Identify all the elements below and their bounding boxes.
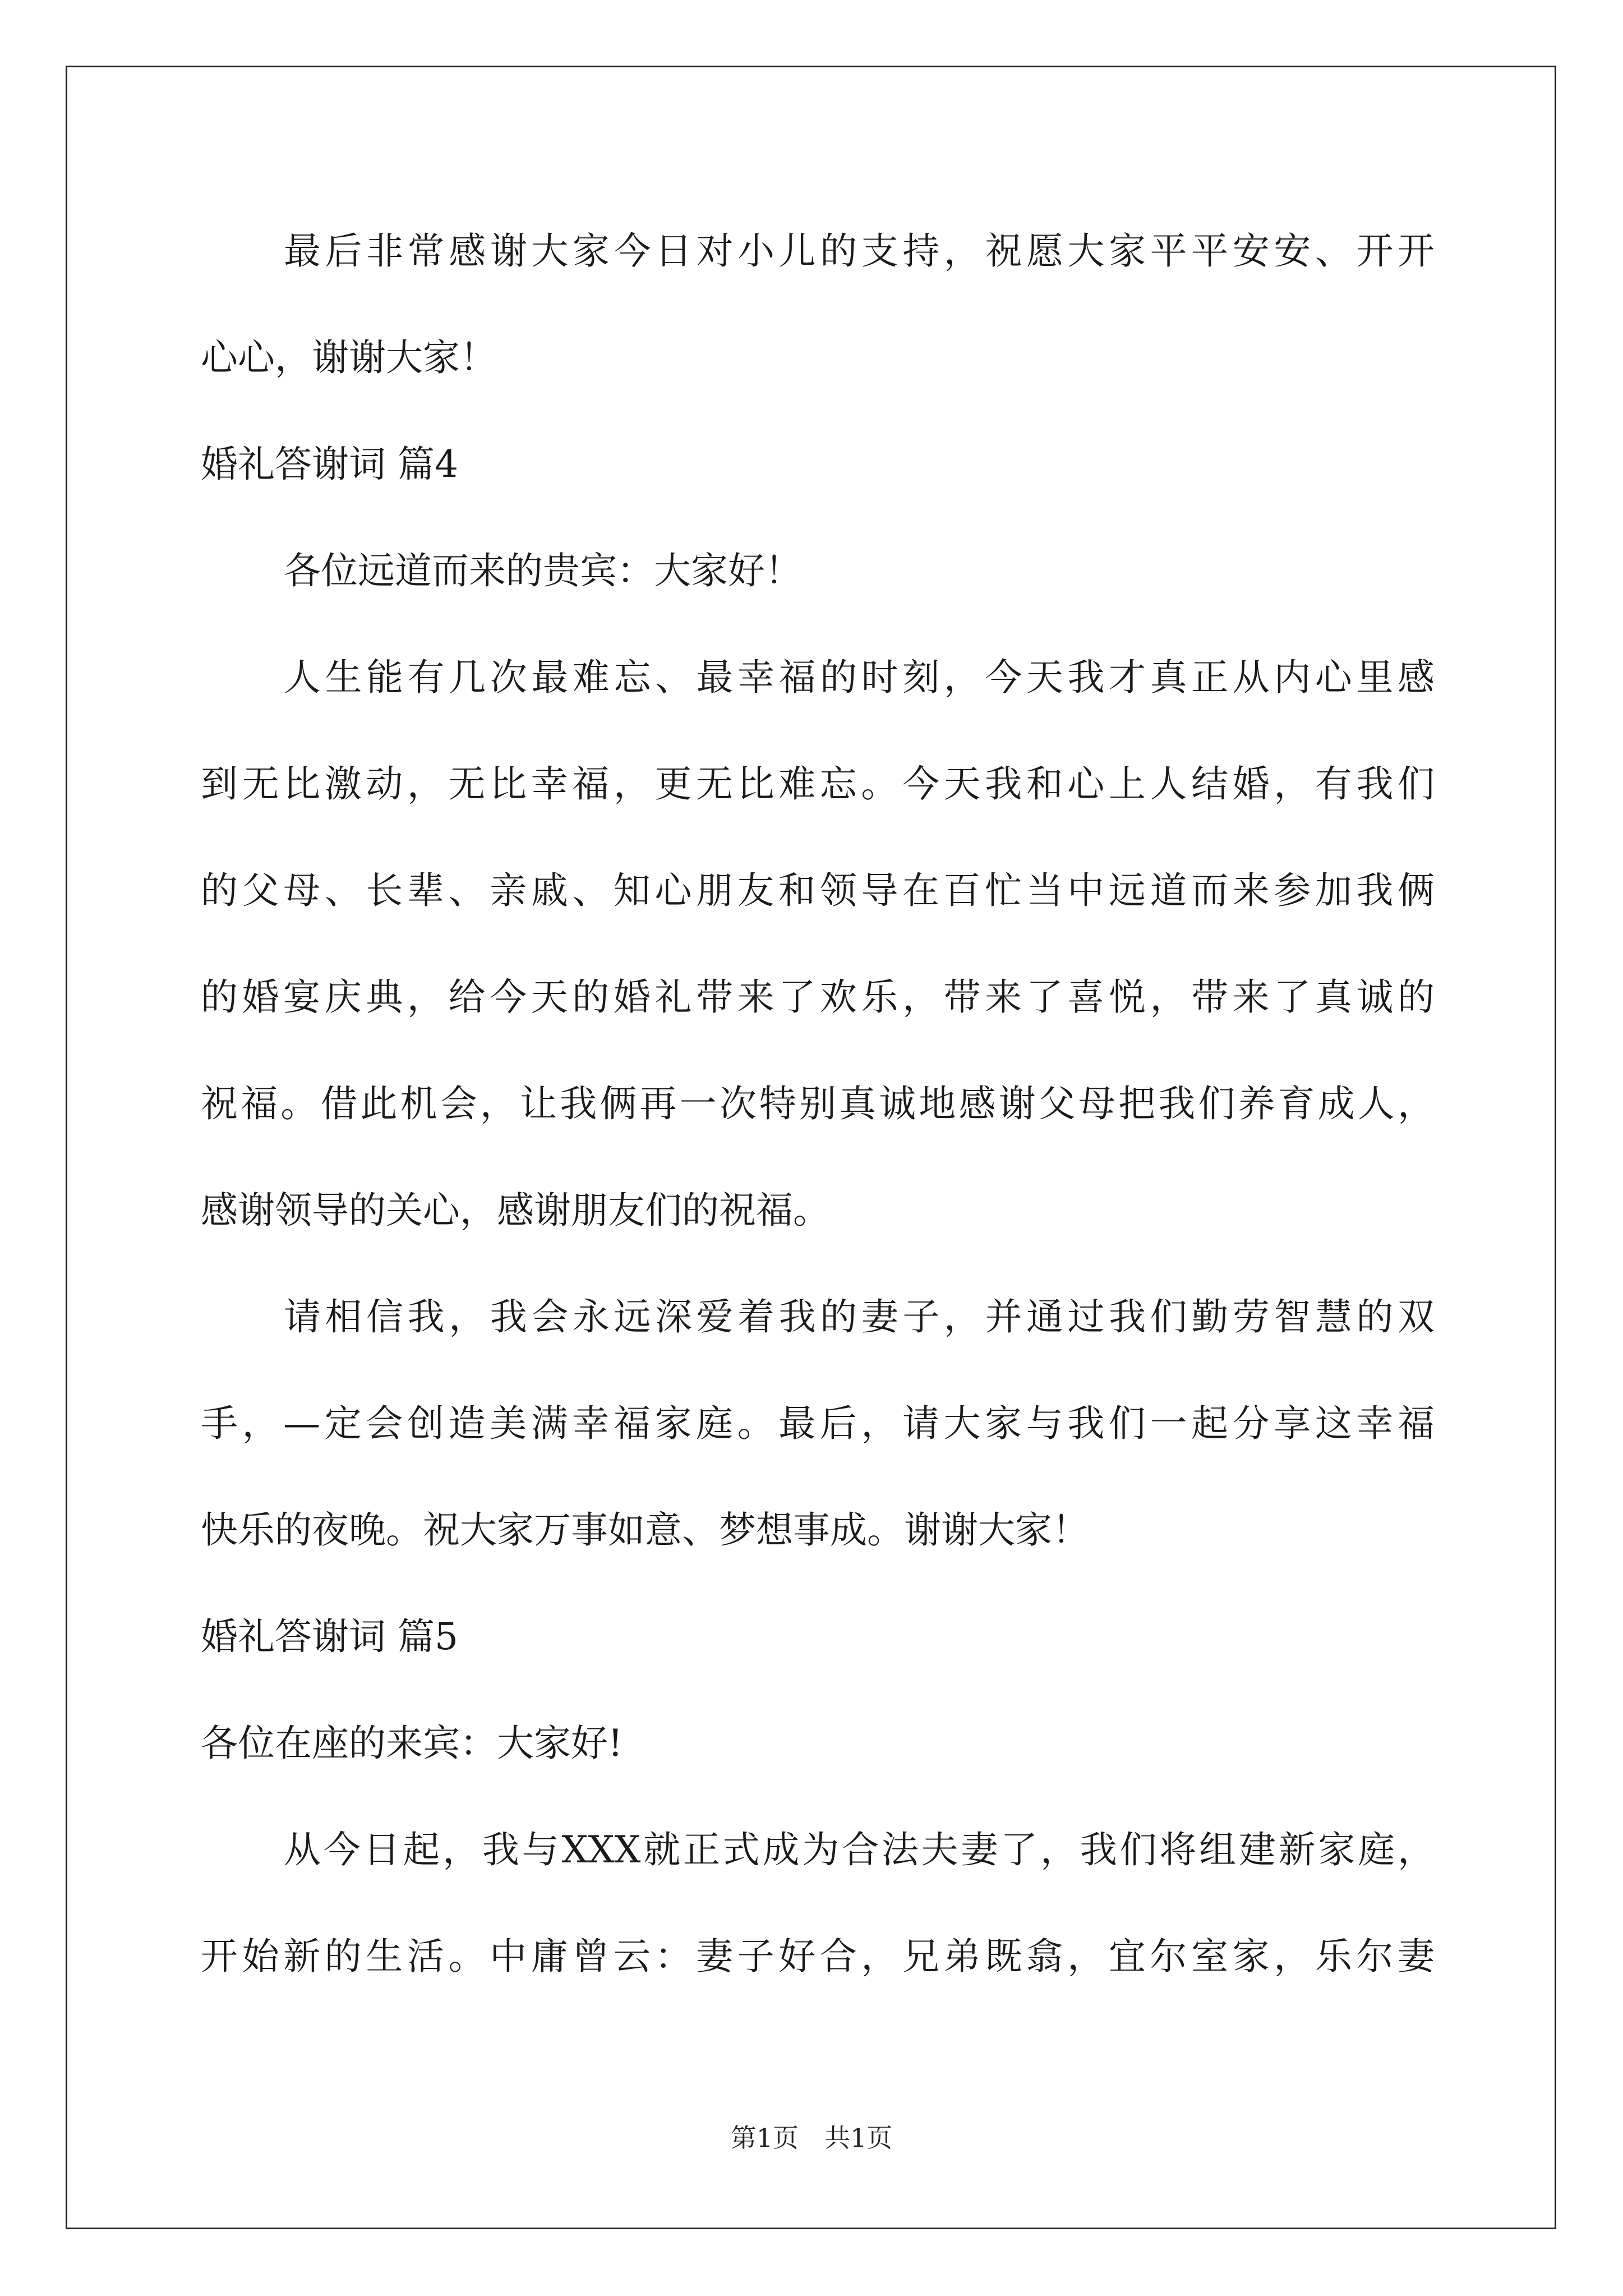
paragraph-line: 各位在座的来宾：大家好!: [201, 1722, 623, 1765]
paragraph-line: 快乐的夜晚。祝大家万事如意、梦想事成。谢谢大家！: [201, 1508, 1089, 1552]
paragraph-line: 感谢领导的关心，感谢朋友们的祝福。: [201, 1189, 830, 1232]
page-border: [66, 66, 1556, 2229]
paragraph-line: 最后非常感谢大家今日对小儿的支持，祝愿大家平平安安、开开: [284, 229, 1435, 273]
paragraph-line: 请相信我，我会永远深爱着我的妻子，并通过我们勤劳智慧的双: [284, 1295, 1435, 1338]
paragraph-line: 到无比激动，无比幸福，更无比难忘。今天我和心上人结婚，有我们: [201, 762, 1435, 806]
paragraph-line: 的父母、长辈、亲戚、知心朋友和领导在百忙当中远道而来参加我俩: [201, 869, 1435, 912]
section-heading: 婚礼答谢词 篇5: [201, 1615, 458, 1658]
paragraph-line: 人生能有几次最难忘、最幸福的时刻，今天我才真正从内心里感: [284, 656, 1435, 699]
section-heading: 婚礼答谢词 篇4: [201, 443, 458, 486]
paragraph-line: 开始新的生活。中庸曾云：妻子好合，兄弟既翕，宜尔室家，乐尔妻: [201, 1935, 1435, 1978]
paragraph-line: 手，—定会创造美满幸福家庭。最后，请大家与我们一起分享这幸福: [201, 1402, 1435, 1445]
paragraph-line: 从今日起，我与XXX就正式成为合法夫妻了，我们将组建新家庭，: [284, 1828, 1435, 1871]
page-footer: 第1页 共1页: [730, 2123, 893, 2153]
paragraph-line: 的婚宴庆典，给今天的婚礼带来了欢乐，带来了喜悦，带来了真诚的: [201, 976, 1435, 1019]
paragraph-line: 心心，谢谢大家！: [201, 336, 497, 379]
paragraph-line: 祝福。借此机会，让我俩再一次特别真诚地感谢父母把我们养育成人，: [201, 1082, 1435, 1125]
paragraph-line: 各位远道而来的贵宾：大家好！: [284, 549, 802, 592]
